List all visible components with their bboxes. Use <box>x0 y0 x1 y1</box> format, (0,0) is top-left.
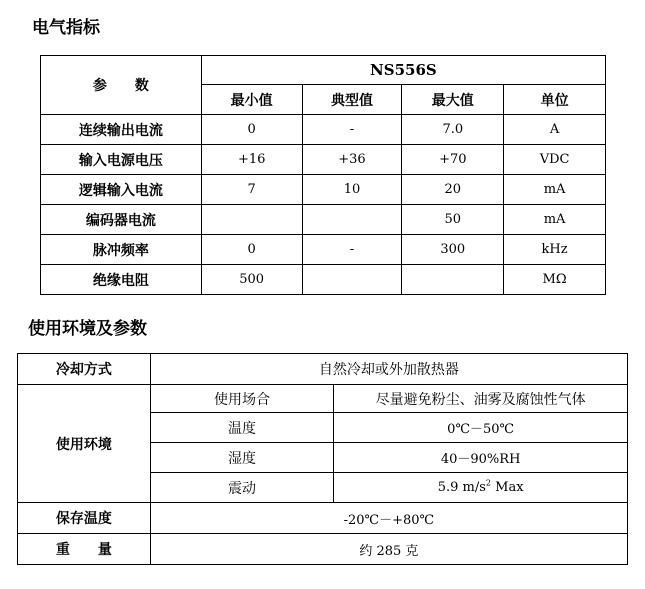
row-label: 脉冲频率 <box>41 235 202 265</box>
cell-max: 20 <box>402 175 504 205</box>
section-title-electrical: 电气指标 <box>32 18 100 38</box>
cell-typ <box>302 205 402 235</box>
cooling-value: 自然冷却或外加散热器 <box>150 354 627 385</box>
cell-min: 0 <box>201 235 302 265</box>
cell-unit: mA <box>504 205 606 235</box>
table-row <box>41 175 606 205</box>
cell-unit: MΩ <box>504 265 606 295</box>
cell-typ: +36 <box>302 145 402 175</box>
weight-value: 约 285 克 <box>150 534 627 565</box>
col-header-typ: 典型值 <box>302 85 402 115</box>
vibration-exponent: 2 <box>485 478 491 488</box>
vibration-value-text: 5.9 m/s <box>437 480 486 495</box>
cell-typ: - <box>302 115 402 145</box>
row-label: 逻辑输入电流 <box>41 175 202 205</box>
storage-temp-value: -20℃－+80℃ <box>150 503 627 534</box>
row-label: 连续输出电流 <box>41 115 202 145</box>
cell-unit: A <box>504 115 606 145</box>
cell-max: 7.0 <box>402 115 504 145</box>
cell-max: +70 <box>402 145 504 175</box>
cell-typ: - <box>302 235 402 265</box>
cell-max: 50 <box>402 205 504 235</box>
environment-table <box>17 353 628 565</box>
col-header-min: 最小值 <box>201 85 302 115</box>
cell-min <box>201 205 302 235</box>
env-usage-label: 使用场合 <box>150 385 334 413</box>
env-humidity-label: 湿度 <box>150 443 334 473</box>
cell-min: 0 <box>201 115 302 145</box>
vibration-suffix: Max <box>491 480 524 495</box>
electrical-spec-table <box>40 55 606 295</box>
table-row <box>41 205 606 235</box>
env-vibration-label: 震动 <box>150 473 334 503</box>
cell-min: +16 <box>201 145 302 175</box>
row-label: 输入电源电压 <box>41 145 202 175</box>
weight-label: 重 量 <box>18 534 151 565</box>
table-row <box>41 145 606 175</box>
table-row <box>41 235 606 265</box>
cooling-label: 冷却方式 <box>18 354 151 385</box>
storage-temp-label: 保存温度 <box>18 503 151 534</box>
table-row <box>41 115 606 145</box>
env-label: 使用环境 <box>18 385 151 503</box>
param-header: 参 数 <box>41 56 202 115</box>
cell-max: 300 <box>402 235 504 265</box>
table-row <box>41 265 606 295</box>
cell-min: 500 <box>201 265 302 295</box>
col-header-max: 最大值 <box>402 85 504 115</box>
cell-unit: VDC <box>504 145 606 175</box>
section-title-environment: 使用环境及参数 <box>28 319 147 339</box>
cell-typ: 10 <box>302 175 402 205</box>
cell-typ <box>302 265 402 295</box>
row-label: 绝缘电阻 <box>41 265 202 295</box>
env-humidity-value: 40－90%RH <box>334 443 628 473</box>
env-vibration-value <box>334 473 628 503</box>
cell-unit: mA <box>504 175 606 205</box>
cell-max <box>402 265 504 295</box>
cell-min: 7 <box>201 175 302 205</box>
env-temperature-value: 0℃－50℃ <box>334 413 628 443</box>
col-header-unit: 单位 <box>504 85 606 115</box>
row-label: 编码器电流 <box>41 205 202 235</box>
cell-unit: kHz <box>504 235 606 265</box>
env-usage-value: 尽量避免粉尘、油雾及腐蚀性气体 <box>334 385 628 413</box>
env-temperature-label: 温度 <box>150 413 334 443</box>
model-header: NS556S <box>201 56 605 85</box>
